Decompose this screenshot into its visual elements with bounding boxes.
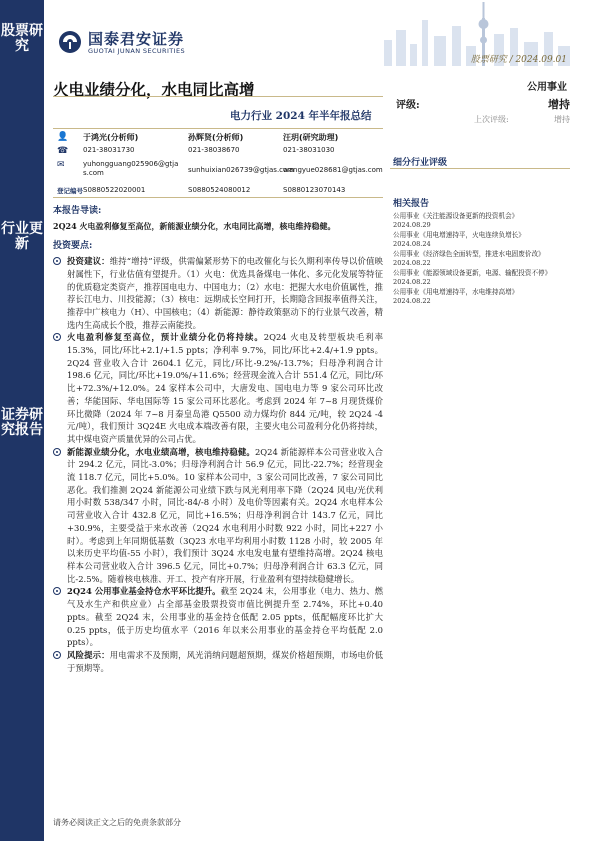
cert-label: 登记编号 bbox=[57, 187, 83, 195]
bullet-icon bbox=[53, 257, 61, 265]
analyst-email[interactable]: sunhuixian026739@gtjas.com bbox=[188, 166, 295, 174]
analyst-name: 于鸿光(分析师) bbox=[83, 133, 139, 142]
analyst-email[interactable]: yuhongguang025906@gtjas.com bbox=[83, 160, 179, 177]
sidebar-label-update: 行业更新 bbox=[1, 221, 43, 252]
header bbox=[44, 0, 595, 72]
analyst-table bbox=[53, 128, 383, 198]
guide-heading: 本报告导读: bbox=[53, 206, 102, 216]
point-renewables: 新能源业绩分化，水电业绩高增，核电维持稳健。2Q24 新能源样本公司营业收入合计 294.2 亿元，同比-3.0%；归母净利润合计 56.9 亿元，同比-22.7%；经营现金流 118.7 亿元，同比+5.0%。10 家样本公司中，3 家公司同比改善，7 家公司同比恶化。我们推测 2Q24 新能源公司业绩下跌与风光利用率下降（2Q24 风电/光伏利用小时数 538/347 小时，同比-84/-8 小时）及电价等因素有关。2Q24 水电样本公司营业收入合计 432.8 亿元，同比+16.5%；归母净利润合计 143.7 亿元，同比+30.9%，主要受益于来水改善（2Q24 水电利用小时数 922 小时，同比+227 小时）。考虑到上年同期低基数（3Q23 水电平均利用小时数 1128 小时，较 2005 年以来历史平均值-55 小时），我们预计 3Q24 水电发电量有望维持高增。2Q24 核电样本公司营业收入合计 396.5 亿元，同比+0.7%；归母净利润合计 63.3 亿元，同比-2.5%。随着核电核准、开工、投产有序开展，行业盈利有望持续稳健增长。 bbox=[53, 446, 383, 586]
analyst-cert: S0880524080012 bbox=[188, 186, 251, 194]
related-reports-title: 相关报告 bbox=[393, 199, 430, 209]
sector-tag: 公用事业 bbox=[527, 82, 567, 93]
divider bbox=[53, 96, 383, 97]
analyst-phone: 021-38031030 bbox=[283, 146, 335, 154]
bullet-icon bbox=[53, 651, 61, 659]
rating-value: 增持 bbox=[548, 98, 570, 111]
sidebar-label-report-type: 股票研究 bbox=[1, 23, 43, 54]
point-investment: 投资建议：维持“增持”评级，供需偏紧形势下的电改催化与长久期利率传导以价值映射属性下，行业估值有望提升。（1）火电：优选具备煤电一体化、多元化发展等特征的优质稳定类资产，推荐国电电力、中国电力；（2）水电：把握大水电价值属性，推荐长江电力、川投能源；（3）核电：远期成长空间打开，长期隐含回报率值得关注，推荐中广核电力（H）、中国核电；（4）新能源：静待政策驱动下的行业景气改善，精选内生高成长个股，推荐云南能投。 bbox=[53, 255, 383, 331]
related-report[interactable]: 公用事业《关注能源设备更新的投资机会》 2024.08.29 bbox=[393, 212, 519, 229]
sidebar bbox=[0, 0, 44, 841]
email-icon: ✉ bbox=[57, 160, 65, 170]
prev-rating-label: 上次评级: bbox=[474, 115, 509, 124]
guide-text: 2Q24 火电盈利修复至高位，新能源业绩分化，水电同比高增，核电维持稳健。 bbox=[53, 220, 336, 231]
report-subtitle: 电力行业 2024 年半年报总结 bbox=[230, 110, 372, 122]
rating-box bbox=[390, 96, 570, 128]
report-body bbox=[53, 205, 383, 674]
related-report[interactable]: 公用事业《用电增速持平，水电维持高增》 2024.08.22 bbox=[393, 288, 519, 305]
divider bbox=[390, 168, 570, 169]
sidebar-label-research: 证券研究报告 bbox=[1, 407, 43, 438]
analyst-cert: S0880522020001 bbox=[83, 186, 146, 194]
analyst-email[interactable]: wangyue028681@gtjas.com bbox=[283, 166, 383, 174]
bullet-icon bbox=[53, 448, 61, 456]
analyst-phone: 021-38031730 bbox=[83, 146, 135, 154]
point-funds: 2Q24 公用事业基金持仓水平环比提升。截至 2Q24 末，公用事业（电力、热力、燃气及水生产和供应业）占全部基金股票投资市值比例提升至 2.74%，环比+0.40 ppts。截至 2Q24 末，公用事业的基金持仓低配 2.05 ppts，低配幅度环比扩大 0.25 ppts，低于历史均值水平（2016 年以来公用事业的基金持仓平均低配 2.0 ppts）。 bbox=[53, 585, 383, 649]
prev-rating-value: 增持 bbox=[554, 115, 570, 124]
related-report[interactable]: 公用事业《经济绿色全面转型，推进水电固废价改》 2024.08.22 bbox=[393, 250, 545, 267]
point-thermal: 火电盈利修复至高位，预计业绩分化仍将持续。2Q24 火电及转型板块毛利率 15.3%，同比/环比+2.1/+1.5 ppts；净利率 9.7%，同比/环比+2.4/+1.9 ppts。2Q24 营业收入合计 2604.1 亿元，同比/环比-9.2%/-13.7%；归母净利润合计 198.6 亿元，同比/环比+19.0%/+11.6%；经营现金流入合计 551.4 亿元，同比/环比+72.3%/+12.0%。24 家样本公司中，大唐发电、国电电力等 9 家公司环比改善；华能国际、华电国际等 15 家公司环比恶化。考虑到 2024 年 7~8 月现货煤价环比微降（2024 年 7~8 月秦皇岛港 Q5500 动力煤均价 844 元/吨，较 2Q24 -4 元/吨），我们预计 3Q24E 火电成本端改善有限，主要火电公司盈利分化仍将持续，其中煤电资产质量优异的公司占优。 bbox=[53, 331, 383, 445]
analyst-phone: 021-38038670 bbox=[188, 146, 240, 154]
logo-icon bbox=[58, 30, 82, 54]
phone-icon: ☎ bbox=[57, 146, 69, 156]
page-title: 火电业绩分化，水电同比高增 bbox=[53, 81, 255, 99]
logo-subtext: GUOTAI JUNAN SECURITIES bbox=[88, 47, 186, 55]
bullet-icon bbox=[53, 587, 61, 595]
sector-rating-title: 细分行业评级 bbox=[393, 158, 448, 168]
related-report[interactable]: 公用事业《能源领域设备更新，电源、输配投资不停》 2024.08.22 bbox=[393, 269, 552, 286]
analyst-name: 汪玥(研究助理) bbox=[283, 133, 339, 142]
bullet-icon bbox=[53, 333, 61, 341]
points-heading: 投资要点: bbox=[53, 241, 93, 252]
rating-label: 评级: bbox=[396, 100, 420, 111]
analyst-name: 孙辉贤(分析师) bbox=[188, 133, 244, 142]
related-report[interactable]: 公用事业《用电增速持平，火电连续负增长》 2024.08.24 bbox=[393, 231, 525, 248]
analyst-cert: S0880123070143 bbox=[283, 186, 346, 194]
footer-disclaimer: 请务必阅读正文之后的免责条款部分 bbox=[53, 818, 181, 827]
person-icon: 👤 bbox=[57, 132, 69, 142]
logo-text: 国泰君安证券 bbox=[88, 30, 185, 48]
related-reports-list bbox=[393, 212, 573, 307]
report-date: 股票研究 / 2024.09.01 bbox=[470, 55, 567, 65]
point-risk: 风险提示：用电需求不及预期，风光消纳问题超预期，煤炭价格超预期，市场电价低于预期等。 bbox=[53, 649, 383, 674]
